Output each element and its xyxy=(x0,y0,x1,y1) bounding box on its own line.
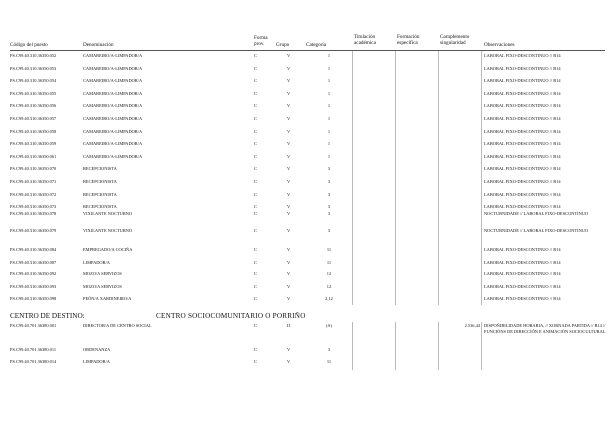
category: 11 xyxy=(326,259,332,265)
group: V xyxy=(287,141,291,147)
provision-form: C xyxy=(254,90,257,96)
observations: DISPOÑIBILIDADE HORARIA, // XORNADA PARTIDA // B14 // FUNCIÓNS DE DIRECCIÓN E ANIMACIÓN SOCIOCULTURAL xyxy=(484,323,606,334)
position-code: PS.C99.40.310.36350.070 xyxy=(10,166,57,172)
provision-form: C xyxy=(254,204,257,210)
position-code: PS.C99.40.310.36350.056 xyxy=(10,103,57,109)
category: 12 xyxy=(326,271,332,276)
column-divider xyxy=(438,322,439,370)
observations: LABORAL FIXO-DESCONTINUO // B14 xyxy=(484,116,561,121)
provision-form: C xyxy=(254,211,257,216)
section-label: CENTRO DE DESTINO: xyxy=(10,312,85,320)
header-titulacion-line1: Titulación xyxy=(354,34,376,40)
group: V xyxy=(287,128,291,134)
provision-form: C xyxy=(254,179,257,184)
position-code: PS.C99.40.310.36350.072 xyxy=(10,191,57,197)
position-code: PS.C99.40.701.36380.011 xyxy=(10,347,57,352)
category: 1 xyxy=(327,90,331,96)
column-divider xyxy=(481,322,482,370)
provision-form: C xyxy=(254,296,257,301)
provision-form: C xyxy=(254,271,257,276)
column-divider xyxy=(352,322,353,370)
category: 1 xyxy=(327,116,331,121)
group: V xyxy=(287,103,291,109)
provision-form: C xyxy=(254,247,257,252)
header-categoria: Categoría xyxy=(306,42,327,48)
group: V xyxy=(287,347,291,352)
provision-form: C xyxy=(254,323,257,328)
provision-form: C xyxy=(254,65,257,71)
group: V xyxy=(287,78,291,84)
position-code: PS.C99.40.310.36350.084 xyxy=(10,247,57,252)
group: V xyxy=(287,211,291,216)
position-name: RECEPCIONISTA xyxy=(83,204,117,210)
header-formacion xyxy=(397,34,419,46)
group: V xyxy=(287,228,291,233)
category: 2,12 xyxy=(325,296,333,301)
header-formacion-line1: Formación xyxy=(397,34,420,40)
position-name: VIXILANTE NOCTURNO xyxy=(83,228,133,233)
position-name: PEÓN/A XARDINEIRO/A xyxy=(83,296,132,301)
header-formacion-line2: específica xyxy=(397,40,418,46)
observations: NOCTURNIDADE // LABORAL FIXO-DESCONTINUO xyxy=(484,228,589,233)
provision-form: C xyxy=(254,284,257,289)
column-divider xyxy=(481,51,482,305)
observations: LABORAL FIXO-DESCONTINUO // B14 xyxy=(484,296,561,301)
category: 1 xyxy=(327,78,331,84)
group: V xyxy=(287,90,291,96)
category: 12 xyxy=(326,284,332,289)
category: 3 xyxy=(327,166,331,172)
column-divider xyxy=(438,51,439,305)
position-name: LIMPADOR/A xyxy=(83,259,110,265)
provision-form: C xyxy=(254,191,257,197)
category: 11 xyxy=(326,247,332,252)
observations: LABORAL FIXO-DESCONTINUO // B14 xyxy=(484,191,561,197)
observations: LABORAL FIXO-DESCONTINUO // B14 xyxy=(484,247,561,252)
observations: LABORAL FIXO-DESCONTINUO // B14 xyxy=(484,53,561,58)
position-code: PS.C99.40.310.36350.055 xyxy=(10,90,57,96)
position-code: PS.C99.40.310.36350.053 xyxy=(10,65,57,71)
observations: LABORAL FIXO-DESCONTINUO // B14 xyxy=(484,284,561,289)
observations: LABORAL FIXO-DESCONTINUO // B14 xyxy=(484,153,561,159)
observations: NOCTURNIDADE // LABORAL FIXO-DESCONTINUO xyxy=(484,211,589,216)
header-codigo: Código del puesto xyxy=(10,42,48,48)
position-name: MOZO/A SERVIZOS xyxy=(83,271,122,276)
header-rule xyxy=(10,50,605,51)
position-code: PS.C99.40.310.36350.061 xyxy=(10,153,57,159)
category: 3 xyxy=(327,191,331,197)
column-divider xyxy=(395,51,396,305)
header-titulacion xyxy=(354,34,376,46)
provision-form: C xyxy=(254,78,257,84)
position-name: MOZO/A SERVIZOS xyxy=(83,284,122,289)
position-code: PS.C99.40.701.36380.001 xyxy=(10,323,57,328)
group: V xyxy=(287,259,291,265)
provision-form: C xyxy=(254,116,257,121)
position-name: EMPREGADO/A COCIÑA xyxy=(83,247,133,252)
position-code: PS.C99.40.310.36350.071 xyxy=(10,179,57,184)
header-forma xyxy=(254,35,268,47)
provision-form: C xyxy=(254,166,257,172)
provision-form: C xyxy=(254,53,257,58)
position-code: PS.C99.40.310.36350.058 xyxy=(10,128,57,134)
provision-form: C xyxy=(254,128,257,134)
category: 3 xyxy=(327,228,331,233)
position-name: CAMAREIRO/A-LIMPADOR/A xyxy=(83,65,143,71)
group: V xyxy=(287,53,291,58)
position-name: LIMPADOR/A xyxy=(83,359,110,364)
provision-form: C xyxy=(254,259,257,265)
position-code: PS.C99.40.310.36350.054 xyxy=(10,78,57,84)
category: 3 xyxy=(327,179,331,184)
header-observaciones: Observaciones xyxy=(484,42,515,48)
header-complemento xyxy=(440,34,469,46)
category: 1 xyxy=(327,128,331,134)
position-name: RECEPCIONISTA xyxy=(83,166,117,172)
group: II xyxy=(287,323,290,328)
group: V xyxy=(287,191,291,197)
category: 1 xyxy=(327,53,331,58)
position-name: CAMAREIRO/A-LIMPADOR/A xyxy=(83,78,143,84)
category: 1 xyxy=(327,153,331,159)
observations: LABORAL FIXO-DESCONTINUO // B14 xyxy=(484,128,561,134)
observations: LABORAL FIXO-DESCONTINUO // B14 xyxy=(484,65,561,71)
position-name: RECEPCIONISTA xyxy=(83,191,117,197)
provision-form: C xyxy=(254,153,257,159)
provision-form: C xyxy=(254,228,257,233)
header-denominacion: Denominación xyxy=(83,42,114,48)
observations: LABORAL FIXO-DESCONTINUO // B14 xyxy=(484,271,561,276)
observations: LABORAL FIXO-DESCONTINUO // B14 xyxy=(484,141,561,147)
header-titulacion-line2: académica xyxy=(354,40,376,46)
observations: LABORAL FIXO-DESCONTINUO // B14 xyxy=(484,204,561,210)
position-name: CAMAREIRO/A-LIMPADOR/A xyxy=(83,116,143,121)
singularity-supplement: 2.536,44 xyxy=(464,323,480,328)
position-name: CAMAREIRO/A-LIMPADOR/A xyxy=(83,53,143,58)
group: V xyxy=(287,359,291,364)
position-code: PS.C99.40.310.36350.052 xyxy=(10,53,57,58)
header-forma-line1: Forma xyxy=(254,35,268,41)
provision-form: C xyxy=(254,141,257,147)
position-code: PS.C99.40.310.36350.057 xyxy=(10,116,57,121)
position-code: PS.C99.40.310.36350.098 xyxy=(10,296,57,301)
group: V xyxy=(287,166,291,172)
position-name: CAMAREIRO/A-LIMPADOR/A xyxy=(83,153,143,159)
header-complemento-line1: Complemento xyxy=(440,34,470,40)
group: V xyxy=(287,116,291,121)
group: V xyxy=(287,296,291,301)
category: 1 xyxy=(327,65,331,71)
observations: LABORAL FIXO-DESCONTINUO // B14 xyxy=(484,78,561,84)
category: (A) xyxy=(325,323,333,328)
header-forma-line2: prov. xyxy=(254,41,265,47)
observations: LABORAL FIXO-DESCONTINUO // B14 xyxy=(484,166,561,172)
section-name: CENTRO SOCIOCOMUNITARIO O PORRIÑO xyxy=(156,312,306,320)
group: V xyxy=(287,204,291,210)
group: V xyxy=(287,179,291,184)
position-name: CAMAREIRO/A-LIMPADOR/A xyxy=(83,103,143,109)
position-name: CAMAREIRO/A-LIMPADOR/A xyxy=(83,90,143,96)
group: V xyxy=(287,271,291,276)
position-name: DIRECTOR/A DE CENTRO SOCIAL xyxy=(83,323,152,328)
group: V xyxy=(287,65,291,71)
column-divider xyxy=(395,322,396,370)
category: 3 xyxy=(327,204,331,210)
position-name: ORDENANZA xyxy=(83,347,111,352)
position-code: PS.C99.40.701.36380.014 xyxy=(10,359,57,364)
position-name: CAMAREIRO/A-LIMPADOR/A xyxy=(83,128,143,134)
position-code: PS.C99.40.310.36350.087 xyxy=(10,259,57,265)
observations: LABORAL FIXO-DESCONTINUO // B14 xyxy=(484,179,561,184)
observations: LABORAL FIXO-DESCONTINUO // B14 xyxy=(484,103,561,109)
position-name: VIXILANTE NOCTURNO xyxy=(83,211,133,216)
header-complemento-line2: singularidad xyxy=(440,40,466,46)
provision-form: C xyxy=(254,103,257,109)
position-code: PS.C99.40.310.36350.059 xyxy=(10,141,57,147)
position-name: CAMAREIRO/A-LIMPADOR/A xyxy=(83,141,143,147)
category: 11 xyxy=(326,359,332,364)
header-grupo: Grupo xyxy=(276,42,290,48)
position-code: PS.C99.40.310.36350.092 xyxy=(10,271,57,276)
category: 3 xyxy=(327,211,331,216)
position-code: PS.C99.40.310.36350.079 xyxy=(10,228,57,233)
group: V xyxy=(287,247,291,252)
observations: LABORAL FIXO-DESCONTINUO // B14 xyxy=(484,259,561,265)
group: V xyxy=(287,153,291,159)
category: 1 xyxy=(327,141,331,147)
position-code: PS.C99.40.310.36350.073 xyxy=(10,204,57,210)
provision-form: C xyxy=(254,359,257,364)
group: V xyxy=(287,284,291,289)
category: 3 xyxy=(327,347,331,352)
provision-form: C xyxy=(254,347,257,352)
position-code: PS.C99.40.310.36350.078 xyxy=(10,211,57,216)
position-code: PS.C99.40.310.36350.093 xyxy=(10,284,57,289)
category: 1 xyxy=(327,103,331,109)
observations: LABORAL FIXO-DESCONTINUO // B14 xyxy=(484,90,561,96)
position-name: RECEPCIONISTA xyxy=(83,179,117,184)
column-divider xyxy=(352,51,353,305)
